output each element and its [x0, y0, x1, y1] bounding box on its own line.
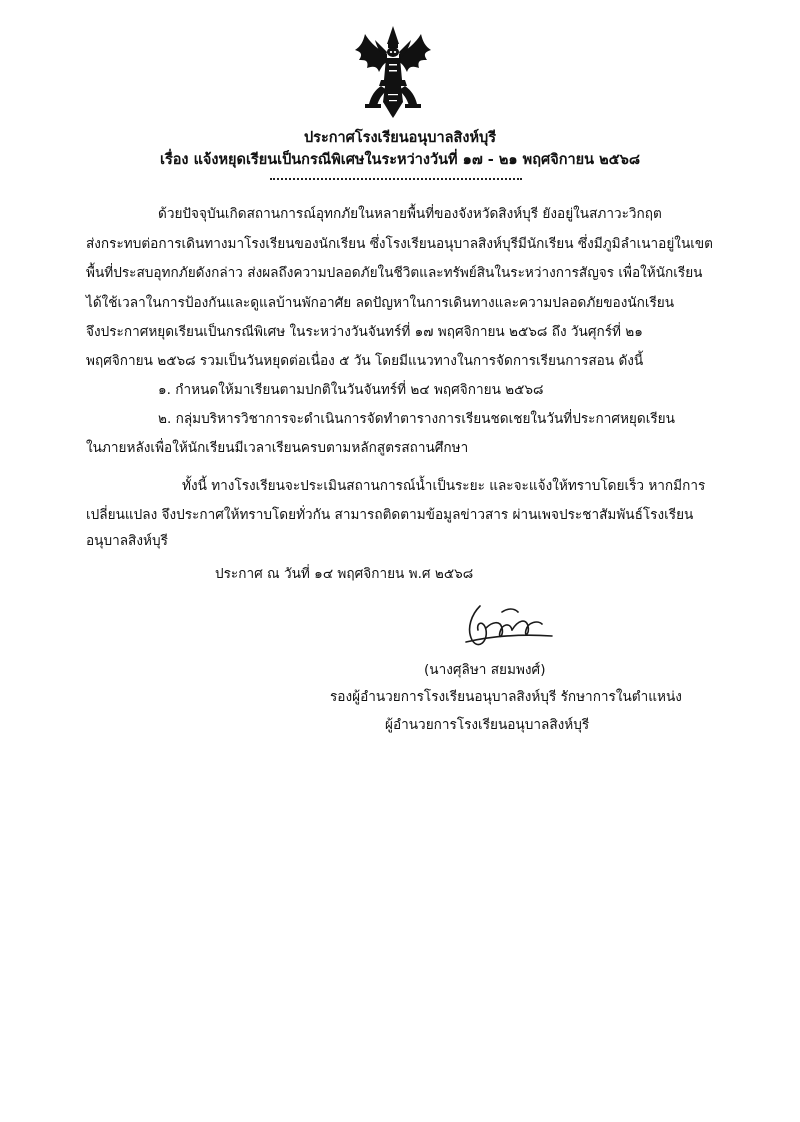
garuda-emblem-icon: [351, 24, 435, 120]
list-item-2-continued: ในภายหลังเพื่อให้นักเรียนมีเวลาเรียนครบตามหลักสูตรสถานศึกษา: [86, 440, 469, 456]
handwritten-signature-icon: [452, 598, 562, 656]
list-item-1: ๑. กำหนดให้มาเรียนตามปกติในวันจันทร์ที่ ๒๔ พฤศจิกายน ๒๕๖๘: [158, 382, 544, 398]
dotted-separator: [270, 178, 522, 180]
announcement-date: ประกาศ ณ วันที่ ๑๔ พฤศจิกายน พ.ศ ๒๕๖๘: [215, 566, 474, 582]
announcement-subject: เรื่อง แจ้งหยุดเรียนเป็นกรณีพิเศษในระหว่างวันที่ ๑๗ - ๒๑ พฤศจิกายน ๒๕๖๘: [159, 152, 640, 168]
paragraph-1-line: จึงประกาศหยุดเรียนเป็นกรณีพิเศษ ในระหว่างวันจันทร์ที่ ๑๗ พฤศจิกายน ๒๕๖๘ ถึง วันศุกร์ที่ ๒๑: [86, 324, 643, 340]
signatory-position-acting: ผู้อำนวยการโรงเรียนอนุบาลสิงห์บุรี: [385, 717, 590, 733]
paragraph-2-line: ทั้งนี้ ทางโรงเรียนจะประเมินสถานการณ์น้ำเป็นระยะ และจะแจ้งให้ทราบโดยเร็ว หากมีการ: [182, 478, 706, 494]
paragraph-1-line: ด้วยปัจจุบันเกิดสถานการณ์อุทกภัยในหลายพื้นที่ของจังหวัดสิงห์บุรี ยังอยู่ในสภาวะวิกฤต: [158, 206, 662, 222]
paragraph-2-line: อนุบาลสิงห์บุรี: [86, 533, 168, 549]
paragraph-1-line: พื้นที่ประสบอุทกภัยดังกล่าว ส่งผลถึงความปลอดภัยในชีวิตและทรัพย์สินในระหว่างการสัญจร เพื่อให้นักเรียน: [86, 265, 703, 281]
paragraph-2-line: เปลี่ยนแปลง จึงประกาศให้ทราบโดยทั่วกัน สามารถติดตามข้อมูลข่าวสาร ผ่านเพจประชาสัมพันธ์โรงเรียน: [86, 507, 694, 523]
announcement-title: ประกาศโรงเรียนอนุบาลสิงห์บุรี: [303, 130, 497, 146]
paragraph-1-line: พฤศจิกายน ๒๕๖๘ รวมเป็นวันหยุดต่อเนื่อง ๕ วัน โดยมีแนวทางในการจัดการเรียนการสอน ดังนี้: [86, 353, 644, 369]
paragraph-1-line: ได้ใช้เวลาในการป้องกันและดูแลบ้านพักอาศัย ลดปัญหาในการเดินทางและความปลอดภัยของนักเรียน: [86, 295, 675, 311]
signatory-position: รองผู้อำนวยการโรงเรียนอนุบาลสิงห์บุรี รักษาการในตำแหน่ง: [330, 689, 682, 705]
signatory-name: (นางศุลิษา สยมพงศ์): [424, 662, 546, 678]
paragraph-1-line: ส่งกระทบต่อการเดินทางมาโรงเรียนของนักเรียน ซึ่งโรงเรียนอนุบาลสิงห์บุรีมีนักเรียน ซึ่งมีภูมิลำเนาอยู่ในเขต: [86, 236, 713, 252]
list-item-2: ๒. กลุ่มบริหารวิชาการจะดำเนินการจัดทำตารางการเรียนชดเชยในวันที่ประกาศหยุดเรียน: [158, 411, 675, 427]
